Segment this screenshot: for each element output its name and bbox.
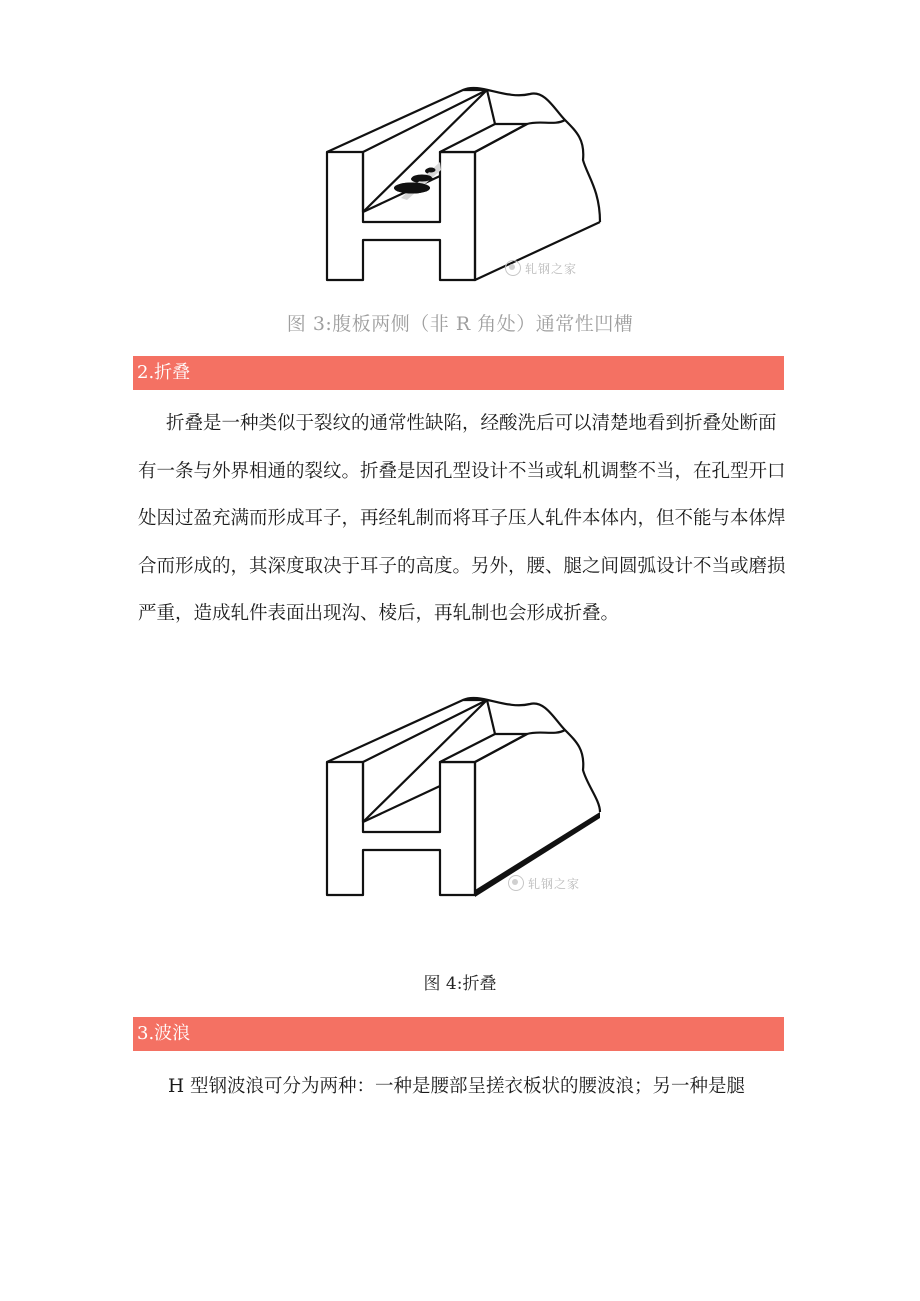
watermark-text: 轧钢之家: [525, 262, 578, 276]
section-heading-folding: 2.折叠: [133, 356, 784, 390]
watermark-logo-icon: [505, 260, 521, 276]
watermark-text: 轧钢之家: [528, 877, 581, 891]
figure-3-caption: 图 3:腹板两侧（非 R 角处）通常性凹槽: [286, 313, 634, 335]
figure-4-caption: 图 4:折叠: [423, 974, 497, 994]
watermark-logo-icon: [508, 875, 524, 891]
watermark: [505, 260, 577, 277]
waves-paragraph: H 型钢波浪可分为两种：一种是腰部呈搓衣板状的腰波浪；另一种是腿: [168, 1076, 746, 1097]
figure-3: [0, 80, 920, 310]
section-heading-waves: 3.波浪: [133, 1017, 784, 1051]
watermark: [508, 875, 580, 892]
folding-paragraph: 折叠是一种类似于裂纹的通常性缺陷，经酸洗后可以清楚地看到折叠处断面有一条与外界相通的裂纹。折叠是因孔型设计不当或轧机调整不当，在孔型开口处因过盈充满而形成耳子，再经轧制而将耳子压人轧件本体内，但不能与本体焊合而形成的，其深度取决于耳子的高度。另外，腰、腿之间圆弧设计不当或磨损严重，造成轧件表面出现沟、棱后，再轧制也会形成折叠。: [138, 413, 786, 624]
h-beam-folding-illustration: [315, 690, 615, 905]
figure-4: [0, 690, 920, 915]
